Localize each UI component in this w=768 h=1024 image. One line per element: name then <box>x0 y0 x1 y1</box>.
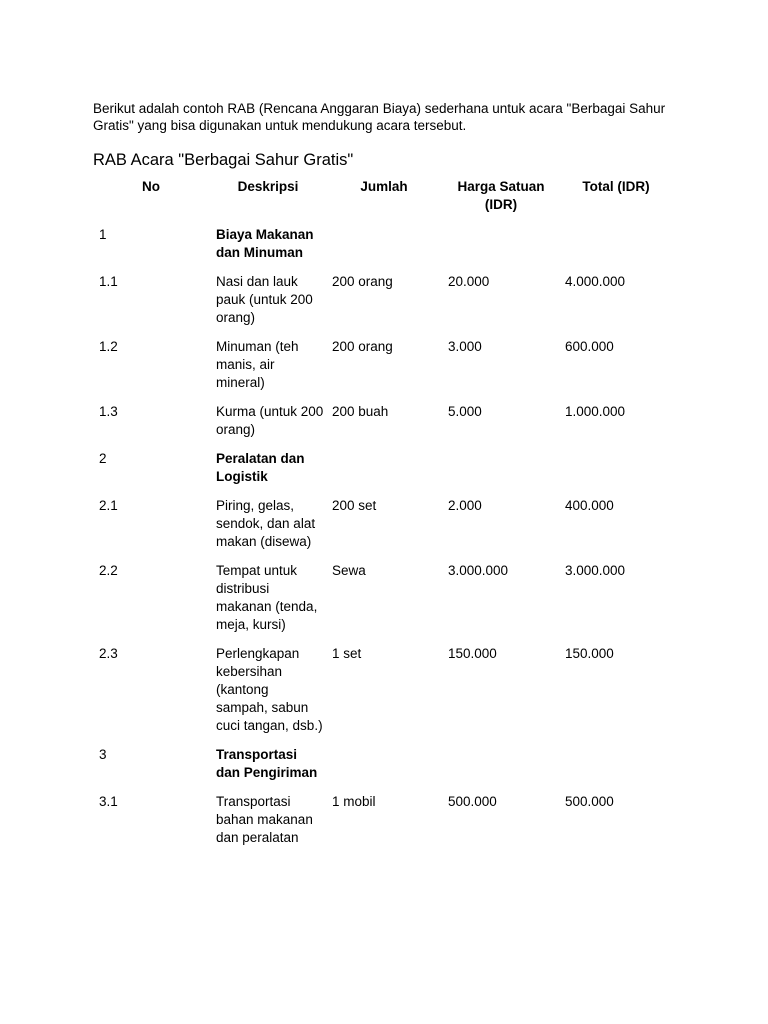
cell-deskripsi: Transportasi dan Pengiriman <box>216 747 318 780</box>
budget-table <box>93 178 673 858</box>
cell-deskripsi: Biaya Makanan dan Minuman <box>216 227 314 260</box>
table-row <box>93 793 673 847</box>
cell-deskripsi: Tempat untuk distribusi makanan (tenda, meja, kursi) <box>216 563 318 632</box>
table-row <box>93 403 673 439</box>
cell-deskripsi: Transportasi bahan makanan dan peralatan <box>216 794 313 845</box>
cell-jumlah: Sewa <box>332 563 366 578</box>
cell-no: 2.1 <box>99 498 118 513</box>
cell-no: 2 <box>99 451 107 466</box>
section-row <box>93 450 673 486</box>
cell-no: 1.3 <box>99 404 118 419</box>
cell-deskripsi: Perlengkapan kebersihan (kantong sampah, sabun cuci tangan, dsb.) <box>216 646 323 733</box>
section-row <box>93 226 673 262</box>
cell-jumlah: 1 set <box>332 646 362 661</box>
cell-total: 150.000 <box>565 646 614 661</box>
cell-harga-satuan: 150.000 <box>448 646 497 661</box>
cell-total: 1.000.000 <box>565 404 626 419</box>
cell-no: 1.1 <box>99 274 118 289</box>
table-row <box>93 338 673 392</box>
cell-deskripsi: Nasi dan lauk pauk (untuk 200 orang) <box>216 274 313 325</box>
cell-harga-satuan: 3.000 <box>448 339 482 354</box>
section-row <box>93 746 673 782</box>
header-total: Total (IDR) <box>582 179 650 194</box>
cell-deskripsi: Peralatan dan Logistik <box>216 451 305 484</box>
cell-deskripsi: Piring, gelas, sendok, dan alat makan (disewa) <box>216 498 316 549</box>
table-row <box>93 273 673 327</box>
cell-harga-satuan: 500.000 <box>448 794 497 809</box>
cell-deskripsi: Minuman (teh manis, air mineral) <box>216 339 299 390</box>
table-row <box>93 497 673 551</box>
document-title: RAB Acara "Berbagai Sahur Gratis" <box>93 151 354 169</box>
table-row <box>93 645 673 735</box>
cell-harga-satuan: 5.000 <box>448 404 482 419</box>
cell-harga-satuan: 20.000 <box>448 274 490 289</box>
header-harga-satuan: Harga Satuan (IDR) <box>457 179 545 212</box>
cell-total: 400.000 <box>565 498 614 513</box>
cell-total: 600.000 <box>565 339 614 354</box>
cell-total: 3.000.000 <box>565 563 626 578</box>
header-jumlah: Jumlah <box>360 179 408 194</box>
table-row <box>93 562 673 634</box>
cell-no: 3 <box>99 747 107 762</box>
cell-jumlah: 1 mobil <box>332 794 376 809</box>
table-body <box>93 226 673 847</box>
cell-total: 500.000 <box>565 794 614 809</box>
cell-no: 1 <box>99 227 107 242</box>
cell-no: 2.2 <box>99 563 118 578</box>
cell-no: 1.2 <box>99 339 118 354</box>
cell-no: 2.3 <box>99 646 118 661</box>
cell-deskripsi: Kurma (untuk 200 orang) <box>216 404 324 437</box>
cell-no: 3.1 <box>99 794 118 809</box>
cell-jumlah: 200 set <box>332 498 377 513</box>
cell-jumlah: 200 orang <box>332 274 393 289</box>
cell-total: 4.000.000 <box>565 274 626 289</box>
cell-jumlah: 200 buah <box>332 404 389 419</box>
cell-harga-satuan: 3.000.000 <box>448 563 509 578</box>
cell-jumlah: 200 orang <box>332 339 393 354</box>
table-header <box>93 178 673 226</box>
header-no: No <box>142 179 160 194</box>
intro-paragraph: Berikut adalah contoh RAB (Rencana Anggaran Biaya) sederhana untuk acara "Berbagai Sahur Gratis" yang bisa digunakan untuk mendukung acara tersebut. <box>93 101 666 133</box>
cell-harga-satuan: 2.000 <box>448 498 482 513</box>
header-deskripsi: Deskripsi <box>237 179 299 194</box>
